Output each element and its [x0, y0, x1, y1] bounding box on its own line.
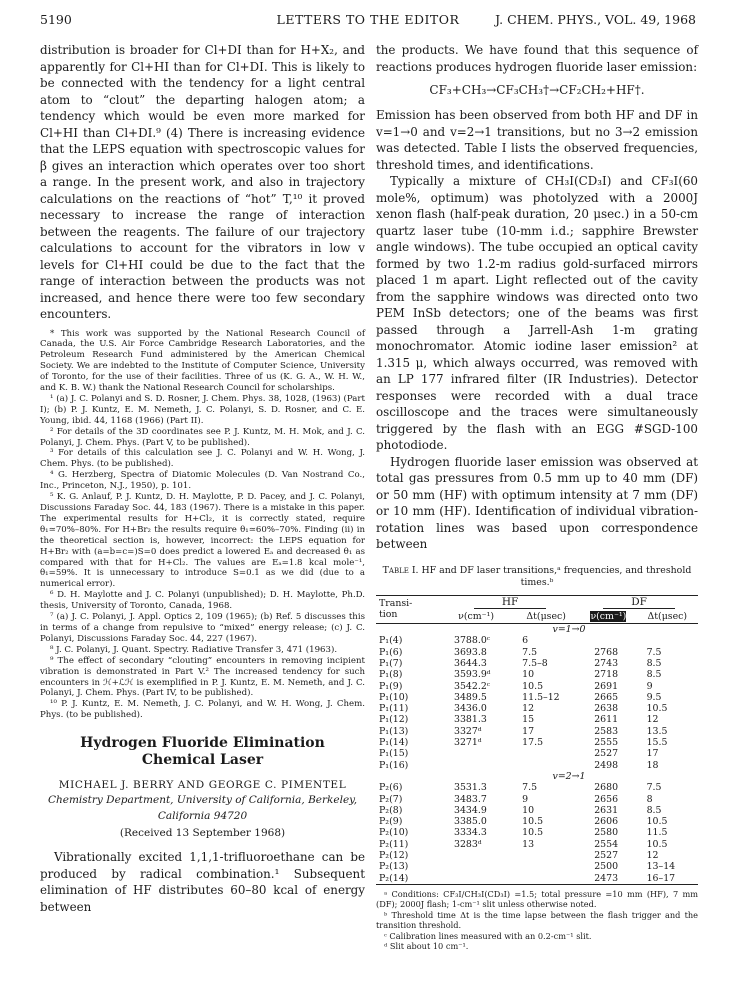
cell-hf-frequency	[440, 760, 512, 771]
cell-df-threshold: 17	[646, 748, 659, 760]
table-row	[376, 748, 698, 759]
cell-transition: P₁(15)	[379, 748, 409, 760]
cell-transition: P₂(6)	[379, 782, 403, 794]
cell-df-frequency: 2473	[594, 872, 619, 884]
footnote: ⁴ G. Herzberg, Spectra of Diatomic Molecules (D. Van Nostrand Co., Inc., Princeton, N.J., 1950), p. 101.	[40, 470, 365, 492]
cell-hf-threshold	[512, 850, 580, 861]
table-note: ᵈ Slit about 10 cm⁻¹.	[384, 941, 469, 952]
table-row	[376, 703, 698, 714]
cell-df-threshold: 7.5	[646, 782, 662, 794]
cell-hf-threshold: 6	[522, 635, 529, 647]
cell-hf-threshold: 13	[522, 838, 535, 850]
cell-hf-threshold: 17.5	[522, 737, 544, 749]
cell-hf-frequency: 3283ᵈ	[454, 838, 482, 850]
article-title-line-1: Hydrogen Fluoride Elimination	[80, 735, 325, 752]
table-row	[376, 850, 698, 861]
cell-df-threshold: 12	[646, 714, 659, 726]
cell-df-frequency: 2527	[594, 748, 619, 760]
table-row	[376, 714, 698, 725]
table-row	[376, 805, 698, 816]
cell-df-threshold: 8	[646, 793, 653, 805]
cell-hf-frequency: 3271ᵈ	[454, 737, 482, 749]
cell-hf-frequency: 3542.2ᶜ	[454, 680, 491, 692]
cell-df-frequency: 2691	[594, 680, 619, 692]
footnote: ⁷ (a) J. C. Polanyi, J. Appl. Optics 2, 109 (1965); (b) Ref. 5 discusses this in terms of a change from repulsive to “mixed” energy release; (c) J. C. Polanyi, Discussions Faraday Soc. 44, 227 (1967).	[40, 612, 365, 644]
cell-hf-frequency	[440, 873, 512, 885]
running-header	[40, 12, 696, 32]
table-row	[376, 647, 698, 658]
table-caption-label: Table I.	[382, 564, 419, 576]
band-label: v=2→1	[552, 770, 586, 782]
article-title-line-2: Chemical Laser	[141, 752, 264, 769]
footnote: ⁶ D. H. Maylotte and J. C. Polanyi (unpublished); D. H. Maylotte, Ph.D. thesis, University of Toronto, Canada, 1968.	[40, 590, 365, 612]
cell-hf-frequency: 3327ᵈ	[454, 725, 482, 737]
cell-transition: P₁(7)	[379, 657, 403, 669]
table-row	[376, 635, 698, 646]
cell-df-frequency: 2498	[594, 759, 619, 771]
table-note: ᶜ Calibration lines measured with an 0.2-cm⁻¹ slit.	[384, 930, 592, 941]
table-row	[376, 726, 698, 737]
cell-transition: P₂(9)	[379, 816, 403, 828]
header-transition: Transi- tion	[379, 598, 413, 621]
cell-hf-frequency: 3381.3	[454, 714, 487, 726]
reaction-equation: CF₃+CH₃→CF₃CH₃†→CF₂CH₂+HF†.	[429, 83, 645, 97]
cell-transition: P₁(13)	[379, 725, 409, 737]
cell-hf-frequency: 3693.8	[454, 646, 487, 658]
cell-df-frequency: 2665	[594, 691, 619, 703]
authors: MICHAEL J. BERRY AND GEORGE C. PIMENTEL	[58, 779, 347, 792]
band-label-row	[376, 624, 698, 636]
table-row	[376, 794, 698, 805]
cell-hf-frequency	[440, 850, 512, 861]
cell-df-threshold: 11.5	[646, 827, 668, 839]
footnote: * This work was supported by the National Research Council of Canada, the U.S. Air Force Cambridge Research Laboratories, and the Petroleum Research Fund administered by the American Chemical Society. We are indebted to the Institute of Computer Science, University of Toronto, for the use of their facilities. Three of us (K. G. A., W. H. W., and K. B. W.) thank the National Research Council for scholarships.	[40, 328, 365, 394]
cell-hf-frequency: 3434.9	[454, 804, 487, 816]
paragraph-pressure: Hydrogen fluoride laser emission was observed at total gas pressures from 0.5 mm up to 40 mm (DF) or 50 mm (HF) with optimum intensity at 7 mm (DF) or 10 mm (HF). Identification of individual vibration-rotation lines was based upon correspondence between	[376, 454, 698, 551]
cell-df-frequency: 2768	[594, 646, 619, 658]
received-date: (Received 13 September 1968)	[119, 827, 286, 840]
cell-hf-frequency	[440, 861, 512, 872]
cell-df-frequency	[580, 635, 636, 646]
cell-hf-frequency: 3788.0ᶜ	[454, 635, 491, 647]
cell-df-threshold: 9	[646, 680, 653, 692]
paragraph-products: the products. We have found that this sequence of reactions produces hydrogen fluoride laser emission:	[376, 43, 698, 74]
page-number: 5190	[40, 12, 72, 27]
table-row	[376, 839, 698, 850]
table-row	[376, 681, 698, 692]
cell-df-threshold: 16–17	[646, 872, 676, 884]
table-row	[376, 658, 698, 669]
table-caption-text: HF and DF laser transitions,ᵃ frequencies, and threshold times.ᵇ	[421, 564, 692, 588]
article-title	[40, 735, 365, 769]
cell-transition: P₁(8)	[379, 669, 403, 681]
cell-df-frequency: 2580	[594, 827, 619, 839]
footnote: ⁹ The effect of secondary “clouting” encounters in removing incipient vibration is demonstrated in Part V.² The increased tendency for such encounters in ℋ+ℒℋ is exemplified in P. J. Kuntz, E. M. Nemeth, and J. C. Polanyi, J. Chem. Phys. (Part IV, to be published).	[40, 655, 365, 699]
cell-transition: P₂(11)	[379, 838, 409, 850]
section-title: LETTERS TO THE EDITOR	[276, 12, 460, 27]
cell-transition: P₂(7)	[379, 793, 403, 805]
table-row	[376, 760, 698, 771]
table-row	[376, 861, 698, 872]
footnote: ³ For details of this calculation see J. C. Polanyi and W. H. Wong, J. Chem. Phys. (to be published).	[40, 448, 365, 470]
cell-df-threshold: 10.5	[646, 816, 668, 828]
cell-df-threshold: 13–14	[646, 861, 676, 873]
cell-transition: P₁(12)	[379, 714, 409, 726]
table-row	[376, 816, 698, 827]
cell-transition: P₁(14)	[379, 737, 409, 749]
cell-hf-threshold	[512, 861, 580, 872]
paragraph-emission: Emission has been observed from both HF and DF in v=1→0 and v=2→1 transitions, but no 3→2 emission was detected. Table I lists the observed frequencies, threshold times, and identifications.	[376, 108, 698, 172]
cell-df-frequency: 2555	[594, 737, 619, 749]
cell-hf-threshold: 17	[522, 725, 535, 737]
cell-transition: P₁(16)	[379, 759, 409, 771]
cell-df-threshold: 10.5	[646, 838, 668, 850]
table-row	[376, 669, 698, 680]
cell-transition: P₁(11)	[379, 703, 409, 715]
cell-hf-threshold	[512, 873, 580, 885]
footnote: ⁵ K. G. Anlauf, P. J. Kuntz, D. H. Maylotte, P. D. Pacey, and J. C. Polanyi, Discussions Faraday Soc. 44, 183 (1967). There is a mistake in this paper. The experimental results for H+Cl₂, it is correctly stated, require θ₁≃70%–80%. For H+Br₂ the results require θ₁≃60%–70%. Finding (ii) in the theoretical section is, however, incorrect: the LEPS equation for H+Br₂ with (a=b=c=)S=0 does predict a lowered Eₐ and decreased θ₁ as compared with that for H+Cl₂. The values are Eₐ=1.8 kcal mole⁻¹, θ₁=59%. It is unnecessary to introduce S=0.1 as we did (due to a numerical error).	[40, 492, 365, 590]
band-label-row	[376, 771, 698, 782]
cell-df-frequency: 2631	[594, 804, 619, 816]
table-row	[376, 692, 698, 703]
cell-hf-frequency	[440, 748, 512, 759]
cell-df-frequency: 2656	[594, 793, 619, 805]
cell-df-threshold: 18	[646, 759, 659, 771]
cell-hf-threshold: 7.5	[522, 646, 538, 658]
journal-reference: J. CHEM. PHYS., VOL. 49, 1968	[495, 12, 696, 27]
cell-hf-threshold: 9	[522, 793, 529, 805]
cell-hf-threshold	[512, 760, 580, 771]
header-hf-threshold: Δt(μsec)	[526, 610, 566, 622]
cell-transition: P₁(4)	[379, 635, 403, 647]
table-note: ᵃ Conditions: CF₃I/CH₃I(CD₃I) =1.5; total pressure =10 mm (HF), 7 mm (DF); 2000J flash; 1-cm⁻¹ slit unless otherwise noted.	[376, 888, 698, 910]
table-caption	[376, 565, 698, 589]
footnotes	[40, 329, 365, 722]
cell-hf-threshold: 7.5	[522, 782, 538, 794]
laser-transitions-table	[376, 595, 698, 885]
table-note: ᵇ Threshold time Δt is the time lapse between the flash trigger and the transition threshold.	[376, 909, 698, 931]
cell-hf-threshold: 15	[522, 714, 535, 726]
cell-df-frequency: 2611	[594, 714, 619, 726]
affiliation-line-1: Chemistry Department, University of California, Berkeley,	[47, 794, 358, 807]
cell-hf-frequency: 3489.5	[454, 691, 487, 703]
footnote: ² For details of the 3D coordinates see P. J. Kuntz, M. H. Mok, and J. C. Polanyi, J. Chem. Phys. (Part V, to be published).	[40, 426, 365, 448]
cell-hf-threshold	[512, 748, 580, 759]
cell-df-frequency: 2554	[594, 838, 619, 850]
intro-paragraph: Vibrationally excited 1,1,1-trifluoroethane can be produced by radical combination.¹ Subsequent elimination of HF distributes 60–80 kcal of energy between	[40, 850, 365, 914]
cell-transition: P₂(13)	[379, 861, 409, 873]
header-df-frequency: ν(cm⁻¹)	[590, 610, 627, 622]
footnote: ¹ (a) J. C. Polanyi and S. D. Rosner, J. Chem. Phys. 38, 1028, (1963) (Part I); (b) P. J. Kuntz, E. M. Nemeth, J. C. Polanyi, S. D. Rosner, and C. E. Young, ibid. 44, 1168 (1966) (Part II).	[40, 393, 365, 426]
header-df-threshold: Δt(μsec)	[647, 610, 688, 622]
right-column	[376, 42, 698, 952]
cell-df-frequency: 2583	[594, 725, 619, 737]
cell-transition: P₂(10)	[379, 827, 409, 839]
cell-transition: P₁(6)	[379, 646, 403, 658]
cell-hf-frequency: 3593.9ᵈ	[454, 669, 491, 681]
footnote: ⁸ J. C. Polanyi, J. Quant. Spectry. Radiative Transfer 3, 471 (1963).	[50, 644, 338, 655]
cell-hf-frequency: 3483.7	[454, 793, 487, 805]
cell-hf-threshold: 10.5	[522, 680, 544, 692]
cell-hf-threshold: 12	[522, 703, 535, 715]
continued-paragraph: distribution is broader for Cl+DI than for H+X₂, and apparently for Cl+HI than for Cl+DI. This is likely to be connected with the tendency for a light central atom to “clout” the departing halogen atom; a tendency which would be even more marked for Cl+HI than Cl+DI.⁹ (4) There is increasing evidence that the LEPS equation with spectroscopic values for β gives an interaction which operates over too short a range. In the present work, and also in trajectory calculations on the reactions of “hot” T,¹⁰ it proved necessary to increase the range of interaction between the reagents. The failure of our trajectory calculations to account for the vibrators in low v levels for Cl+HI could be due to the fact that the range of interaction between the products was not increased, and hence there were too few secondary encounters.	[40, 43, 365, 321]
cell-hf-threshold: 11.5–12	[522, 691, 560, 703]
cell-df-threshold	[637, 635, 698, 646]
cell-transition: P₂(8)	[379, 804, 403, 816]
left-column	[40, 42, 365, 915]
header-df-group: DF	[580, 595, 698, 610]
cell-hf-frequency: 3385.0	[454, 816, 487, 828]
cell-transition: P₂(14)	[379, 872, 409, 884]
table-row	[376, 782, 698, 793]
cell-transition: P₁(9)	[379, 680, 403, 692]
cell-df-frequency: 2638	[594, 703, 619, 715]
cell-hf-frequency: 3436.0	[454, 703, 487, 715]
cell-df-threshold: 8.5	[646, 657, 662, 669]
cell-df-frequency: 2606	[594, 816, 619, 828]
table-row	[376, 873, 698, 885]
cell-transition: P₁(10)	[379, 691, 409, 703]
cell-df-threshold: 10.5	[646, 703, 668, 715]
header-hf-group: HF	[440, 595, 580, 610]
cell-hf-threshold: 10	[522, 804, 535, 816]
cell-hf-frequency: 3334.3	[454, 827, 487, 839]
cell-df-frequency: 2743	[594, 657, 619, 669]
cell-df-frequency: 2500	[594, 861, 619, 873]
cell-df-frequency: 2680	[594, 782, 619, 794]
cell-hf-threshold: 10.5	[522, 816, 544, 828]
table-row	[376, 737, 698, 748]
table-row	[376, 827, 698, 838]
cell-hf-threshold: 10	[522, 669, 535, 681]
cell-df-threshold: 9.5	[646, 691, 662, 703]
table-notes	[376, 889, 698, 952]
cell-hf-frequency: 3531.3	[454, 782, 487, 794]
cell-hf-frequency: 3644.3	[454, 657, 487, 669]
cell-df-threshold: 13.5	[646, 725, 668, 737]
band-label: v=1→0	[552, 624, 586, 636]
cell-df-frequency: 2527	[594, 850, 619, 862]
table-body	[376, 624, 698, 885]
cell-hf-threshold: 7.5–8	[522, 657, 548, 669]
cell-df-threshold: 8.5	[646, 669, 662, 681]
cell-df-threshold: 12	[646, 850, 659, 862]
cell-df-threshold: 7.5	[646, 646, 662, 658]
cell-transition: P₂(12)	[379, 850, 409, 862]
header-hf-frequency: ν(cm⁻¹)	[458, 610, 495, 622]
cell-df-threshold: 15.5	[646, 737, 668, 749]
cell-df-threshold: 8.5	[646, 804, 662, 816]
cell-df-frequency: 2718	[594, 669, 619, 681]
cell-hf-threshold: 10.5	[522, 827, 544, 839]
paragraph-experimental: Typically a mixture of CH₃I(CD₃I) and CF₃I(60 mole%, optimum) was photolyzed with a 2000J xenon flash (half-peak duration, 20 μsec.) in a 50-cm quartz laser tube (10-mm i.d.; sapphire Brewster angle windows). The tube occupied an optical cavity formed by two 1.2-m radius gold-surfaced mirrors placed 1 m apart. Light reflected out of the cavity from the sapphire windows was directed onto two PEM InSb detectors; one of the beams was first passed through a Jarrell-Ash 1-m grating monochromator. Atomic iodine laser emission² at 1.315 μ, which always occurred, was removed with an LP 177 infrared filter (IR Industries). Detector responses were recorded with a dual trace oscilloscope and the traces were simultaneously triggered by the flash with an EGG #SGD-100 photodiode.	[376, 174, 698, 452]
affiliation-line-2: California 94720	[157, 810, 248, 823]
footnote: ¹⁰ P. J. Kuntz, E. M. Nemeth, J. C. Polanyi, and W. H. Wong, J. Chem. Phys. (to be published).	[40, 699, 365, 721]
